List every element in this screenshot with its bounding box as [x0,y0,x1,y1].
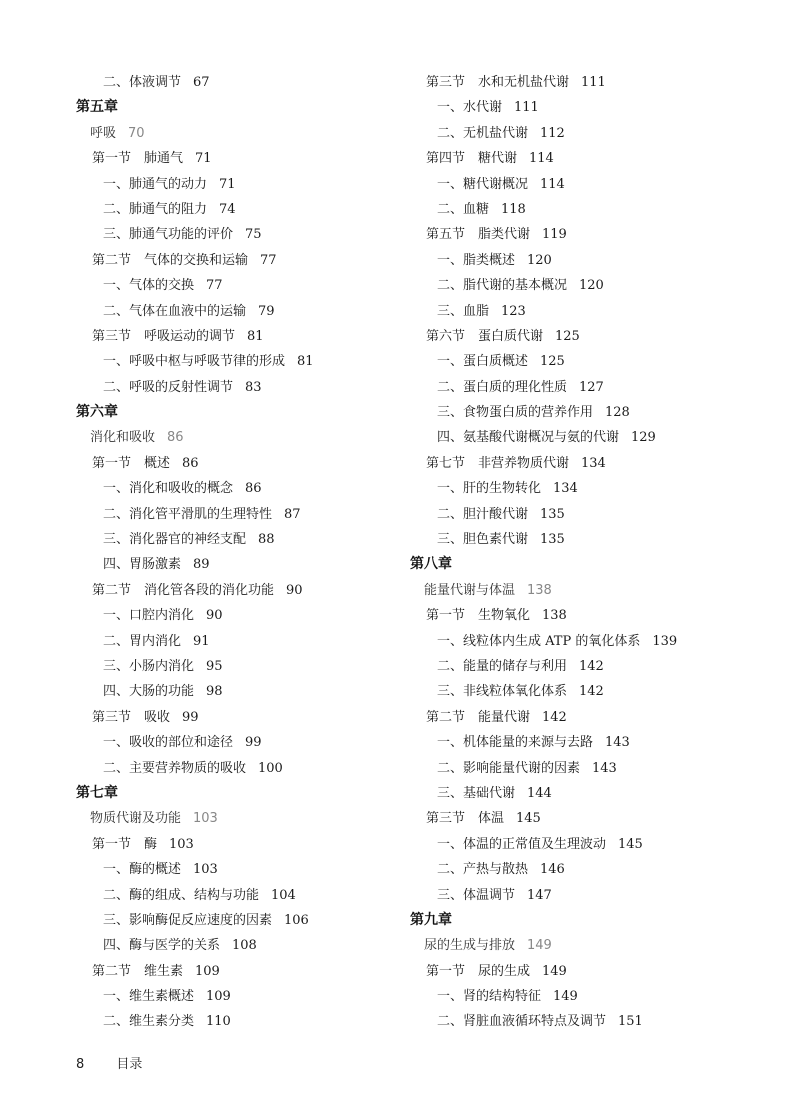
toc-entry-text: 三、血脂 [437,303,490,319]
toc-subsection[interactable] [410,502,790,527]
toc-entry-text: 三、胆色素代谢 [437,532,529,548]
toc-chapter[interactable] [410,552,790,577]
toc-entry-text: 二、影响能量代谢的因素 [437,760,581,776]
toc-subsection[interactable] [76,984,406,1009]
toc-entry-text: 二、呼吸的反射性调节 [103,379,234,395]
toc-subsection[interactable] [410,375,790,400]
toc-entry-page: 111 [514,100,539,116]
toc-entry-page: 79 [258,303,275,319]
toc-subsection[interactable] [76,603,406,628]
toc-entry-page: 142 [579,658,604,674]
toc-subsection[interactable] [76,933,406,958]
toc-subsection[interactable] [76,756,406,781]
toc-subsection[interactable] [76,70,406,95]
toc-subsection[interactable] [410,527,790,552]
toc-subsection[interactable] [76,222,406,247]
toc-entry-text: 一、脂类概述 [437,252,516,268]
toc-subsection[interactable] [76,654,406,679]
toc-entry-text: 一、吸收的部位和途径 [103,735,234,751]
toc-column-right [410,70,790,1035]
toc-entry-page: 81 [247,328,264,344]
toc-subsection[interactable] [76,172,406,197]
toc-section[interactable] [76,959,406,984]
toc-entry-page: 139 [652,633,678,649]
toc-subsection[interactable] [410,197,790,222]
toc-chapter-title[interactable] [76,121,406,146]
toc-entry-page: 67 [193,75,210,90]
toc-entry-text: 一、肺通气的动力 [103,176,208,192]
toc-entry-text: 一、肝的生物转化 [437,481,542,497]
toc-subsection[interactable] [410,400,790,425]
toc-entry-text: 第二节 维生素 [92,963,184,979]
toc-entry-page: 118 [501,201,526,217]
toc-entry-page: 120 [579,278,604,294]
toc-entry-text: 第一节 生物氧化 [426,608,531,624]
toc-subsection[interactable] [76,908,406,933]
toc-entry-text: 四、酶与医学的关系 [103,938,221,954]
toc-entry-text: 物质代谢及功能 [90,811,182,827]
toc-entry-page: 81 [297,354,314,370]
toc-entry-page: 135 [540,532,565,548]
toc-entry-text: 能量代谢与体温 [424,582,516,598]
toc-entry-text: 第二节 气体的交换和运输 [92,252,249,268]
toc-entry-text: 第三节 吸收 [92,709,171,725]
toc-entry-text: 二、血糖 [437,201,490,217]
toc-entry-text: 一、水代谢 [437,100,503,116]
toc-subsection[interactable] [410,756,790,781]
toc-entry-text: 二、消化管平滑肌的生理特性 [103,506,273,522]
toc-subsection[interactable] [76,629,406,654]
toc-entry-page: 106 [284,912,309,928]
toc-entry-page: 114 [540,176,565,192]
toc-entry-text: 一、糖代谢概况 [437,176,529,192]
toc-entry-page: 134 [553,481,578,497]
toc-entry-page: 127 [579,379,604,395]
toc-entry-text: 二、肾脏血液循环特点及调节 [437,1014,607,1030]
toc-entry-page: 103 [193,811,218,827]
toc-entry-page: 91 [193,633,210,649]
toc-entry-text: 消化和吸收 [90,430,156,446]
toc-entry-text: 一、酶的概述 [103,862,182,878]
toc-entry-page: 143 [592,760,617,776]
toc-column-left [76,70,406,1035]
toc-entry-page: 83 [245,379,262,395]
toc-entry-page: 109 [195,963,220,979]
toc-entry-page: 135 [540,506,565,522]
toc-entry-text: 二、肺通气的阻力 [103,201,208,217]
toc-entry-page: 112 [540,125,565,141]
toc-entry-text: 第七章 [76,784,118,801]
toc-chapter[interactable] [76,95,406,120]
toc-entry-text: 第一节 概述 [92,455,171,471]
toc-subsection[interactable] [76,197,406,222]
toc-entry-text: 三、非线粒体氧化体系 [437,684,568,700]
toc-entry-page: 142 [579,684,604,700]
toc-entry-page: 99 [182,709,199,725]
page-footer [76,1053,142,1072]
toc-chapter[interactable] [76,781,406,806]
toc-entry-page: 120 [527,252,552,268]
toc-entry-page: 95 [206,658,223,674]
toc-entry-page: 103 [193,862,218,878]
toc-entry-text: 第九章 [410,911,452,928]
toc-entry-text: 尿的生成与排放 [424,938,516,954]
toc-chapter[interactable] [410,908,790,933]
toc-entry-text: 二、蛋白质的理化性质 [437,379,568,395]
toc-entry-text: 第八章 [410,556,452,573]
toc-subsection[interactable] [76,273,406,298]
toc-entry-text: 一、气体的交换 [103,278,195,294]
toc-entry-page: 143 [605,735,630,751]
toc-subsection[interactable] [76,857,406,882]
toc-entry-text: 第二节 消化管各段的消化功能 [92,582,275,598]
toc-section[interactable] [410,324,790,349]
toc-entry-page: 103 [169,836,194,852]
toc-entry-text: 二、酶的组成、结构与功能 [103,887,260,903]
toc-entry-page: 149 [553,989,578,1005]
toc-entry-page: 111 [581,75,606,90]
toc-entry-page: 145 [618,836,643,852]
toc-entry-page: 90 [286,582,303,598]
toc-subsection[interactable] [410,299,790,324]
toc-entry-page: 142 [542,709,567,725]
toc-chapter-title[interactable] [76,806,406,831]
toc-entry-text: 第五节 脂类代谢 [426,227,531,243]
toc-entry-text: 第三节 呼吸运动的调节 [92,328,236,344]
toc-entry-page: 123 [501,303,526,319]
toc-entry-text: 三、基础代谢 [437,785,516,801]
toc-entry-page: 108 [232,938,257,954]
toc-subsection[interactable] [76,476,406,501]
toc-entry-page: 87 [284,506,301,522]
toc-entry-page: 147 [527,887,552,903]
toc-chapter-title[interactable] [410,578,790,603]
toc-entry-page: 71 [219,176,236,192]
toc-entry-page: 104 [271,887,296,903]
toc-entry-page: 138 [527,582,552,598]
toc-subsection[interactable] [76,299,406,324]
toc-entry-text: 第三节 水和无机盐代谢 [426,75,570,90]
toc-section[interactable] [410,70,790,95]
toc-subsection[interactable] [410,984,790,1009]
toc-subsection[interactable] [410,425,790,450]
toc-subsection[interactable] [410,781,790,806]
toc-entry-text: 二、能量的储存与利用 [437,658,568,674]
toc-entry-text: 一、呼吸中枢与呼吸节律的形成 [103,354,286,370]
toc-entry-text: 三、消化器官的神经支配 [103,532,247,548]
toc-entry-page: 77 [206,278,223,294]
toc-entry-text: 一、口腔内消化 [103,608,195,624]
toc-entry-text: 二、脂代谢的基本概况 [437,278,568,294]
toc-entry-page: 119 [542,227,567,243]
toc-entry-text: 一、机体能量的来源与去路 [437,735,594,751]
toc-entry-page: 110 [206,1014,231,1030]
toc-entry-page: 114 [529,151,554,167]
toc-entry-text: 二、胃内消化 [103,633,182,649]
toc-entry-page: 134 [581,455,606,471]
toc-entry-text: 四、大肠的功能 [103,684,195,700]
toc-entry-text: 一、线粒体内生成 ATP 的氧化体系 [437,633,641,649]
toc-entry-text: 三、肺通气功能的评价 [103,227,234,243]
toc-entry-page: 144 [527,785,552,801]
toc-entry-page: 86 [167,430,184,446]
toc-entry-page: 138 [542,608,567,624]
toc-subsection[interactable] [76,1009,406,1034]
toc-entry-text: 二、产热与散热 [437,862,529,878]
toc-subsection[interactable] [410,654,790,679]
toc-entry-page: 125 [540,354,565,370]
toc-entry-text: 一、维生素概述 [103,989,195,1005]
toc-subsection[interactable] [76,527,406,552]
toc-entry-page: 151 [618,1014,643,1030]
toc-entry-text: 第一节 尿的生成 [426,963,531,979]
toc-entry-page: 77 [260,252,277,268]
toc-subsection[interactable] [410,273,790,298]
toc-section[interactable] [76,832,406,857]
toc-section[interactable] [410,146,790,171]
toc-chapter-title[interactable] [410,933,790,958]
toc-entry-text: 二、体液调节 [103,75,182,90]
toc-subsection[interactable] [76,349,406,374]
toc-entry-page: 129 [631,430,656,446]
toc-subsection[interactable] [410,883,790,908]
toc-subsection[interactable] [410,121,790,146]
toc-subsection[interactable] [410,248,790,273]
toc-entry-text: 第六节 蛋白质代谢 [426,328,544,344]
toc-entry-text: 三、体温调节 [437,887,516,903]
toc-subsection[interactable] [410,172,790,197]
toc-chapter[interactable] [76,400,406,425]
toc-entry-page: 89 [193,557,210,573]
toc-entry-text: 一、肾的结构特征 [437,989,542,1005]
toc-entry-page: 88 [258,532,275,548]
toc-entry-text: 第六章 [76,404,118,421]
toc-subsection[interactable] [410,1009,790,1034]
toc-entry-page: 86 [182,455,199,471]
page-number: 8 [76,1057,85,1072]
toc-section[interactable] [76,578,406,603]
toc-subsection[interactable] [76,679,406,704]
toc-entry-text: 二、主要营养物质的吸收 [103,760,247,776]
toc-entry-text: 二、胆汁酸代谢 [437,506,529,522]
toc-entry-text: 一、消化和吸收的概念 [103,481,234,497]
toc-subsection[interactable] [410,730,790,755]
toc-entry-page: 99 [245,735,262,751]
toc-section[interactable] [410,603,790,628]
toc-entry-page: 100 [258,760,283,776]
toc-subsection[interactable] [76,552,406,577]
toc-entry-text: 三、小肠内消化 [103,658,195,674]
toc-subsection[interactable] [410,95,790,120]
toc-entry-page: 90 [206,608,223,624]
toc-section[interactable] [76,324,406,349]
toc-entry-text: 三、食物蛋白质的营养作用 [437,405,594,421]
toc-entry-page: 75 [245,227,262,243]
toc-entry-text: 一、体温的正常值及生理波动 [437,836,607,852]
toc-section[interactable] [410,959,790,984]
toc-entry-text: 第五章 [76,99,118,116]
toc-subsection[interactable] [410,476,790,501]
toc-subsection[interactable] [76,502,406,527]
toc-subsection[interactable] [410,857,790,882]
toc-entry-text: 四、胃肠激素 [103,557,182,573]
toc-subsection[interactable] [410,349,790,374]
toc-entry-page: 146 [540,862,565,878]
toc-entry-text: 一、蛋白质概述 [437,354,529,370]
toc-entry-text: 二、维生素分类 [103,1014,195,1030]
toc-section[interactable] [410,222,790,247]
toc-section[interactable] [76,146,406,171]
toc-entry-page: 70 [128,125,145,141]
toc-entry-page: 109 [206,989,231,1005]
toc-entry-text: 第一节 肺通气 [92,151,184,167]
toc-entry-text: 第四节 糖代谢 [426,151,518,167]
toc-subsection[interactable] [410,832,790,857]
toc-entry-page: 128 [605,405,630,421]
toc-entry-page: 98 [206,684,223,700]
toc-chapter-title[interactable] [76,425,406,450]
toc-entry-text: 四、氨基酸代谢概况与氨的代谢 [437,430,620,446]
toc-subsection[interactable] [410,629,790,654]
toc-section[interactable] [410,705,790,730]
toc-section[interactable] [76,705,406,730]
toc-entry-text: 二、无机盐代谢 [437,125,529,141]
toc-entry-text: 呼吸 [90,125,117,141]
toc-subsection[interactable] [76,883,406,908]
toc-entry-text: 二、气体在血液中的运输 [103,303,247,319]
toc-section[interactable] [410,806,790,831]
toc-entry-page: 71 [195,151,212,167]
toc-entry-page: 145 [516,811,541,827]
toc-entry-page: 86 [245,481,262,497]
toc-subsection[interactable] [76,375,406,400]
toc-entry-page: 149 [527,938,552,954]
toc-section[interactable] [76,248,406,273]
toc-section[interactable] [76,451,406,476]
toc-entry-text: 三、影响酶促反应速度的因素 [103,912,273,928]
toc-entry-page: 149 [542,963,567,979]
toc-entry-text: 第七节 非营养物质代谢 [426,455,570,471]
toc-subsection[interactable] [76,730,406,755]
toc-subsection[interactable] [410,679,790,704]
toc-entry-text: 第二节 能量代谢 [426,709,531,725]
toc-entry-page: 125 [555,328,580,344]
toc-entry-page: 74 [219,201,236,217]
running-title: 目录 [116,1057,143,1072]
toc-entry-text: 第一节 酶 [92,836,158,852]
toc-section[interactable] [410,451,790,476]
toc-entry-text: 第三节 体温 [426,811,505,827]
